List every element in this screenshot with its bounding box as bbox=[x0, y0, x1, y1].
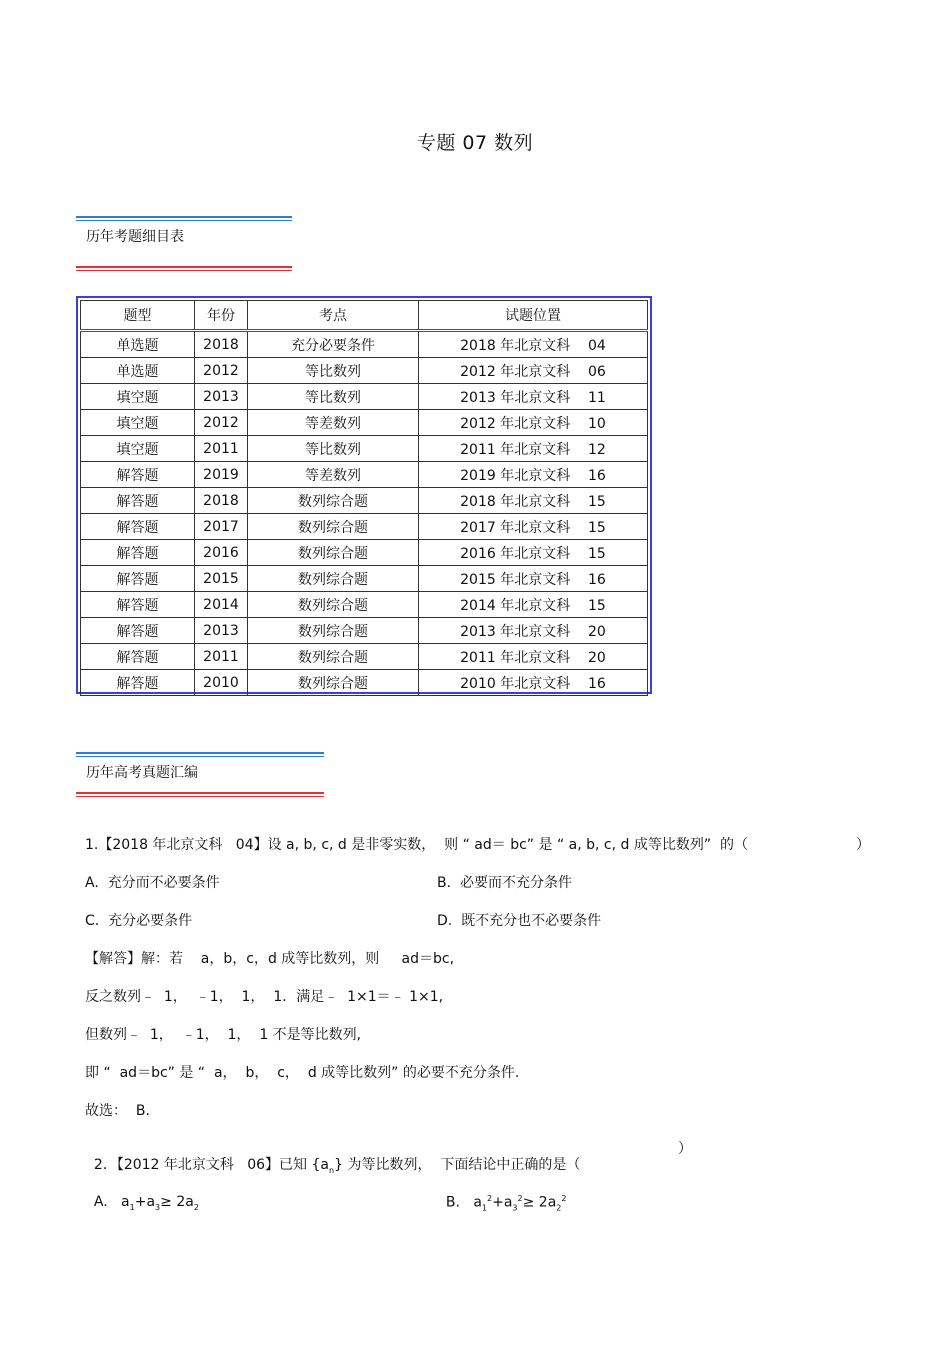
cell-type: 解答题 bbox=[81, 514, 195, 540]
question-1-option-d: D. 既不充分也不必要条件 bbox=[437, 913, 602, 929]
option-b-sub2: 3 bbox=[512, 1203, 518, 1213]
option-b-sub1: 1 bbox=[481, 1203, 488, 1213]
table-header-row bbox=[81, 301, 648, 331]
option-a-term1: a bbox=[121, 1194, 130, 1210]
cell-type: 解答题 bbox=[81, 488, 195, 514]
question-1-option-c: C. 充分必要条件 bbox=[85, 913, 193, 929]
solution-line-5: 故选： B. bbox=[85, 1103, 150, 1119]
option-b-label: B. bbox=[445, 1194, 460, 1211]
cell-location: 2013 年北京文科 20 bbox=[419, 618, 648, 644]
option-a-term3: ≥ 2a bbox=[160, 1194, 194, 1210]
table-row bbox=[81, 514, 648, 540]
cell-year: 2016 bbox=[195, 540, 248, 566]
cell-year: 2011 bbox=[195, 644, 248, 670]
cell-topic: 等差数列 bbox=[248, 462, 419, 488]
cell-location: 2014 年北京文科 15 bbox=[419, 592, 648, 618]
header-location: 试题位置 bbox=[419, 301, 648, 331]
cell-year: 2019 bbox=[195, 462, 248, 488]
option-a-sub1: 1 bbox=[129, 1202, 135, 1212]
table-row bbox=[81, 540, 648, 566]
cell-topic: 数列综合题 bbox=[248, 514, 419, 540]
option-b-term2: +a bbox=[492, 1194, 513, 1211]
cell-type: 解答题 bbox=[81, 618, 195, 644]
cell-type: 解答题 bbox=[81, 644, 195, 670]
cell-type: 单选题 bbox=[81, 358, 195, 384]
table-row bbox=[81, 566, 648, 592]
solution-line-1: 【解答】解：若 a，b，c，d 成等比数列，则 ad＝bc, bbox=[85, 951, 455, 967]
cell-topic: 等比数列 bbox=[248, 436, 419, 462]
summary-table bbox=[80, 300, 648, 696]
cell-location: 2013 年北京文科 11 bbox=[419, 384, 648, 410]
table-row bbox=[81, 384, 648, 410]
option-b-term1: a bbox=[473, 1194, 482, 1211]
section-rule-top bbox=[76, 216, 292, 221]
table-row bbox=[81, 436, 648, 462]
header-type: 题型 bbox=[81, 301, 195, 331]
cell-topic: 数列综合题 bbox=[248, 488, 419, 514]
table-row bbox=[81, 358, 648, 384]
solution-line-3: 但数列﹣ 1， ﹣1， 1， 1 不是等比数列, bbox=[85, 1027, 362, 1043]
option-b-term3: ≥ 2a bbox=[522, 1194, 557, 1211]
cell-year: 2012 bbox=[195, 410, 248, 436]
option-a-sub2: 3 bbox=[155, 1202, 161, 1212]
cell-year: 2013 bbox=[195, 618, 248, 644]
table-row bbox=[81, 462, 648, 488]
cell-year: 2015 bbox=[195, 566, 248, 592]
question-2-stem-pre: 2．【2012 年北京文科 06】已知 { bbox=[93, 1157, 321, 1173]
section-rule-bottom bbox=[76, 792, 324, 797]
cell-location: 2012 年北京文科 10 bbox=[419, 410, 648, 436]
section-label-toc: 历年考题细目表 bbox=[86, 229, 184, 245]
table-row bbox=[81, 644, 648, 670]
cell-type: 填空题 bbox=[81, 410, 195, 436]
page-title: 专题 07 数列 bbox=[416, 132, 534, 154]
cell-type: 解答题 bbox=[81, 566, 195, 592]
cell-location: 2017 年北京文科 15 bbox=[419, 514, 648, 540]
cell-topic: 等差数列 bbox=[248, 410, 419, 436]
option-a-term2: +a bbox=[134, 1194, 156, 1210]
solution-line-4: 即 “ ad＝bc” 是 “ a， b， c， d 成等比数列” 的必要不充分条件. bbox=[85, 1065, 520, 1081]
header-topic: 考点 bbox=[248, 301, 419, 331]
question-1-stem: 1.【2018 年北京文科 04】设 a, b, c, d 是非零实数， 则 “ ad＝ bc” 是 “ a, b, c, d 成等比数列” 的（ bbox=[85, 837, 749, 853]
question-2-var-sub: n bbox=[329, 1165, 335, 1175]
option-b-sub3: 2 bbox=[556, 1203, 562, 1213]
cell-year: 2010 bbox=[195, 670, 248, 696]
section-rule-bottom bbox=[76, 266, 292, 271]
summary-table-frame bbox=[76, 296, 652, 694]
section-rule-top bbox=[76, 752, 324, 757]
question-2-paren-close: ） bbox=[678, 1141, 692, 1157]
section-label-questions: 历年高考真题汇编 bbox=[86, 765, 198, 781]
cell-year: 2011 bbox=[195, 436, 248, 462]
table-row bbox=[81, 670, 648, 696]
table-row bbox=[81, 410, 648, 436]
cell-year: 2018 bbox=[195, 331, 248, 358]
cell-topic: 数列综合题 bbox=[248, 592, 419, 618]
option-b-sup2: 2 bbox=[517, 1194, 523, 1203]
cell-year: 2017 bbox=[195, 514, 248, 540]
question-1-option-b: B. 必要而不充分条件 bbox=[437, 875, 572, 891]
cell-type: 填空题 bbox=[81, 436, 195, 462]
cell-topic: 数列综合题 bbox=[248, 618, 419, 644]
cell-topic: 数列综合题 bbox=[248, 670, 419, 696]
cell-location: 2015 年北京文科 16 bbox=[419, 566, 648, 592]
solution-line-2: 反之数列﹣ 1， ﹣1， 1， 1．满足﹣ 1×1＝﹣ 1×1, bbox=[85, 989, 444, 1005]
question-1-paren-close: ） bbox=[856, 837, 870, 853]
cell-location: 2011 年北京文科 12 bbox=[419, 436, 648, 462]
cell-type: 单选题 bbox=[81, 331, 195, 358]
cell-topic: 数列综合题 bbox=[248, 644, 419, 670]
cell-topic: 充分必要条件 bbox=[248, 331, 419, 358]
header-year: 年份 bbox=[195, 301, 248, 331]
option-b-sup1: 2 bbox=[487, 1194, 493, 1203]
cell-location: 2018 年北京文科 15 bbox=[419, 488, 648, 514]
cell-year: 2012 bbox=[195, 358, 248, 384]
cell-type: 解答题 bbox=[81, 670, 195, 696]
cell-location: 2018 年北京文科 04 bbox=[419, 331, 648, 358]
option-b-sup3: 2 bbox=[561, 1194, 567, 1203]
option-a-sub3: 2 bbox=[193, 1202, 199, 1212]
cell-location: 2019 年北京文科 16 bbox=[419, 462, 648, 488]
cell-location: 2011 年北京文科 20 bbox=[419, 644, 648, 670]
cell-year: 2013 bbox=[195, 384, 248, 410]
cell-year: 2018 bbox=[195, 488, 248, 514]
question-2-option-a bbox=[85, 1178, 199, 1212]
cell-type: 解答题 bbox=[81, 462, 195, 488]
question-2-var: a bbox=[320, 1157, 330, 1173]
cell-location: 2010 年北京文科 16 bbox=[419, 670, 648, 696]
cell-topic: 数列综合题 bbox=[248, 540, 419, 566]
cell-topic: 等比数列 bbox=[248, 384, 419, 410]
cell-topic: 数列综合题 bbox=[248, 566, 419, 592]
question-2-stem-post: } 为等比数列， 下面结论中正确的是（ bbox=[334, 1157, 581, 1173]
cell-topic: 等比数列 bbox=[248, 358, 419, 384]
cell-year: 2014 bbox=[195, 592, 248, 618]
table-row bbox=[81, 488, 648, 514]
cell-type: 填空题 bbox=[81, 384, 195, 410]
cell-location: 2016 年北京文科 15 bbox=[419, 540, 648, 566]
cell-location: 2012 年北京文科 06 bbox=[419, 358, 648, 384]
option-a-label: A. bbox=[93, 1194, 108, 1210]
table-row bbox=[81, 618, 648, 644]
cell-type: 解答题 bbox=[81, 540, 195, 566]
cell-type: 解答题 bbox=[81, 592, 195, 618]
question-2-stem bbox=[85, 1138, 580, 1175]
table-row bbox=[81, 331, 648, 358]
question-2-option-b bbox=[437, 1178, 566, 1212]
table-row bbox=[81, 592, 648, 618]
question-1-option-a: A. 充分而不必要条件 bbox=[85, 875, 220, 891]
